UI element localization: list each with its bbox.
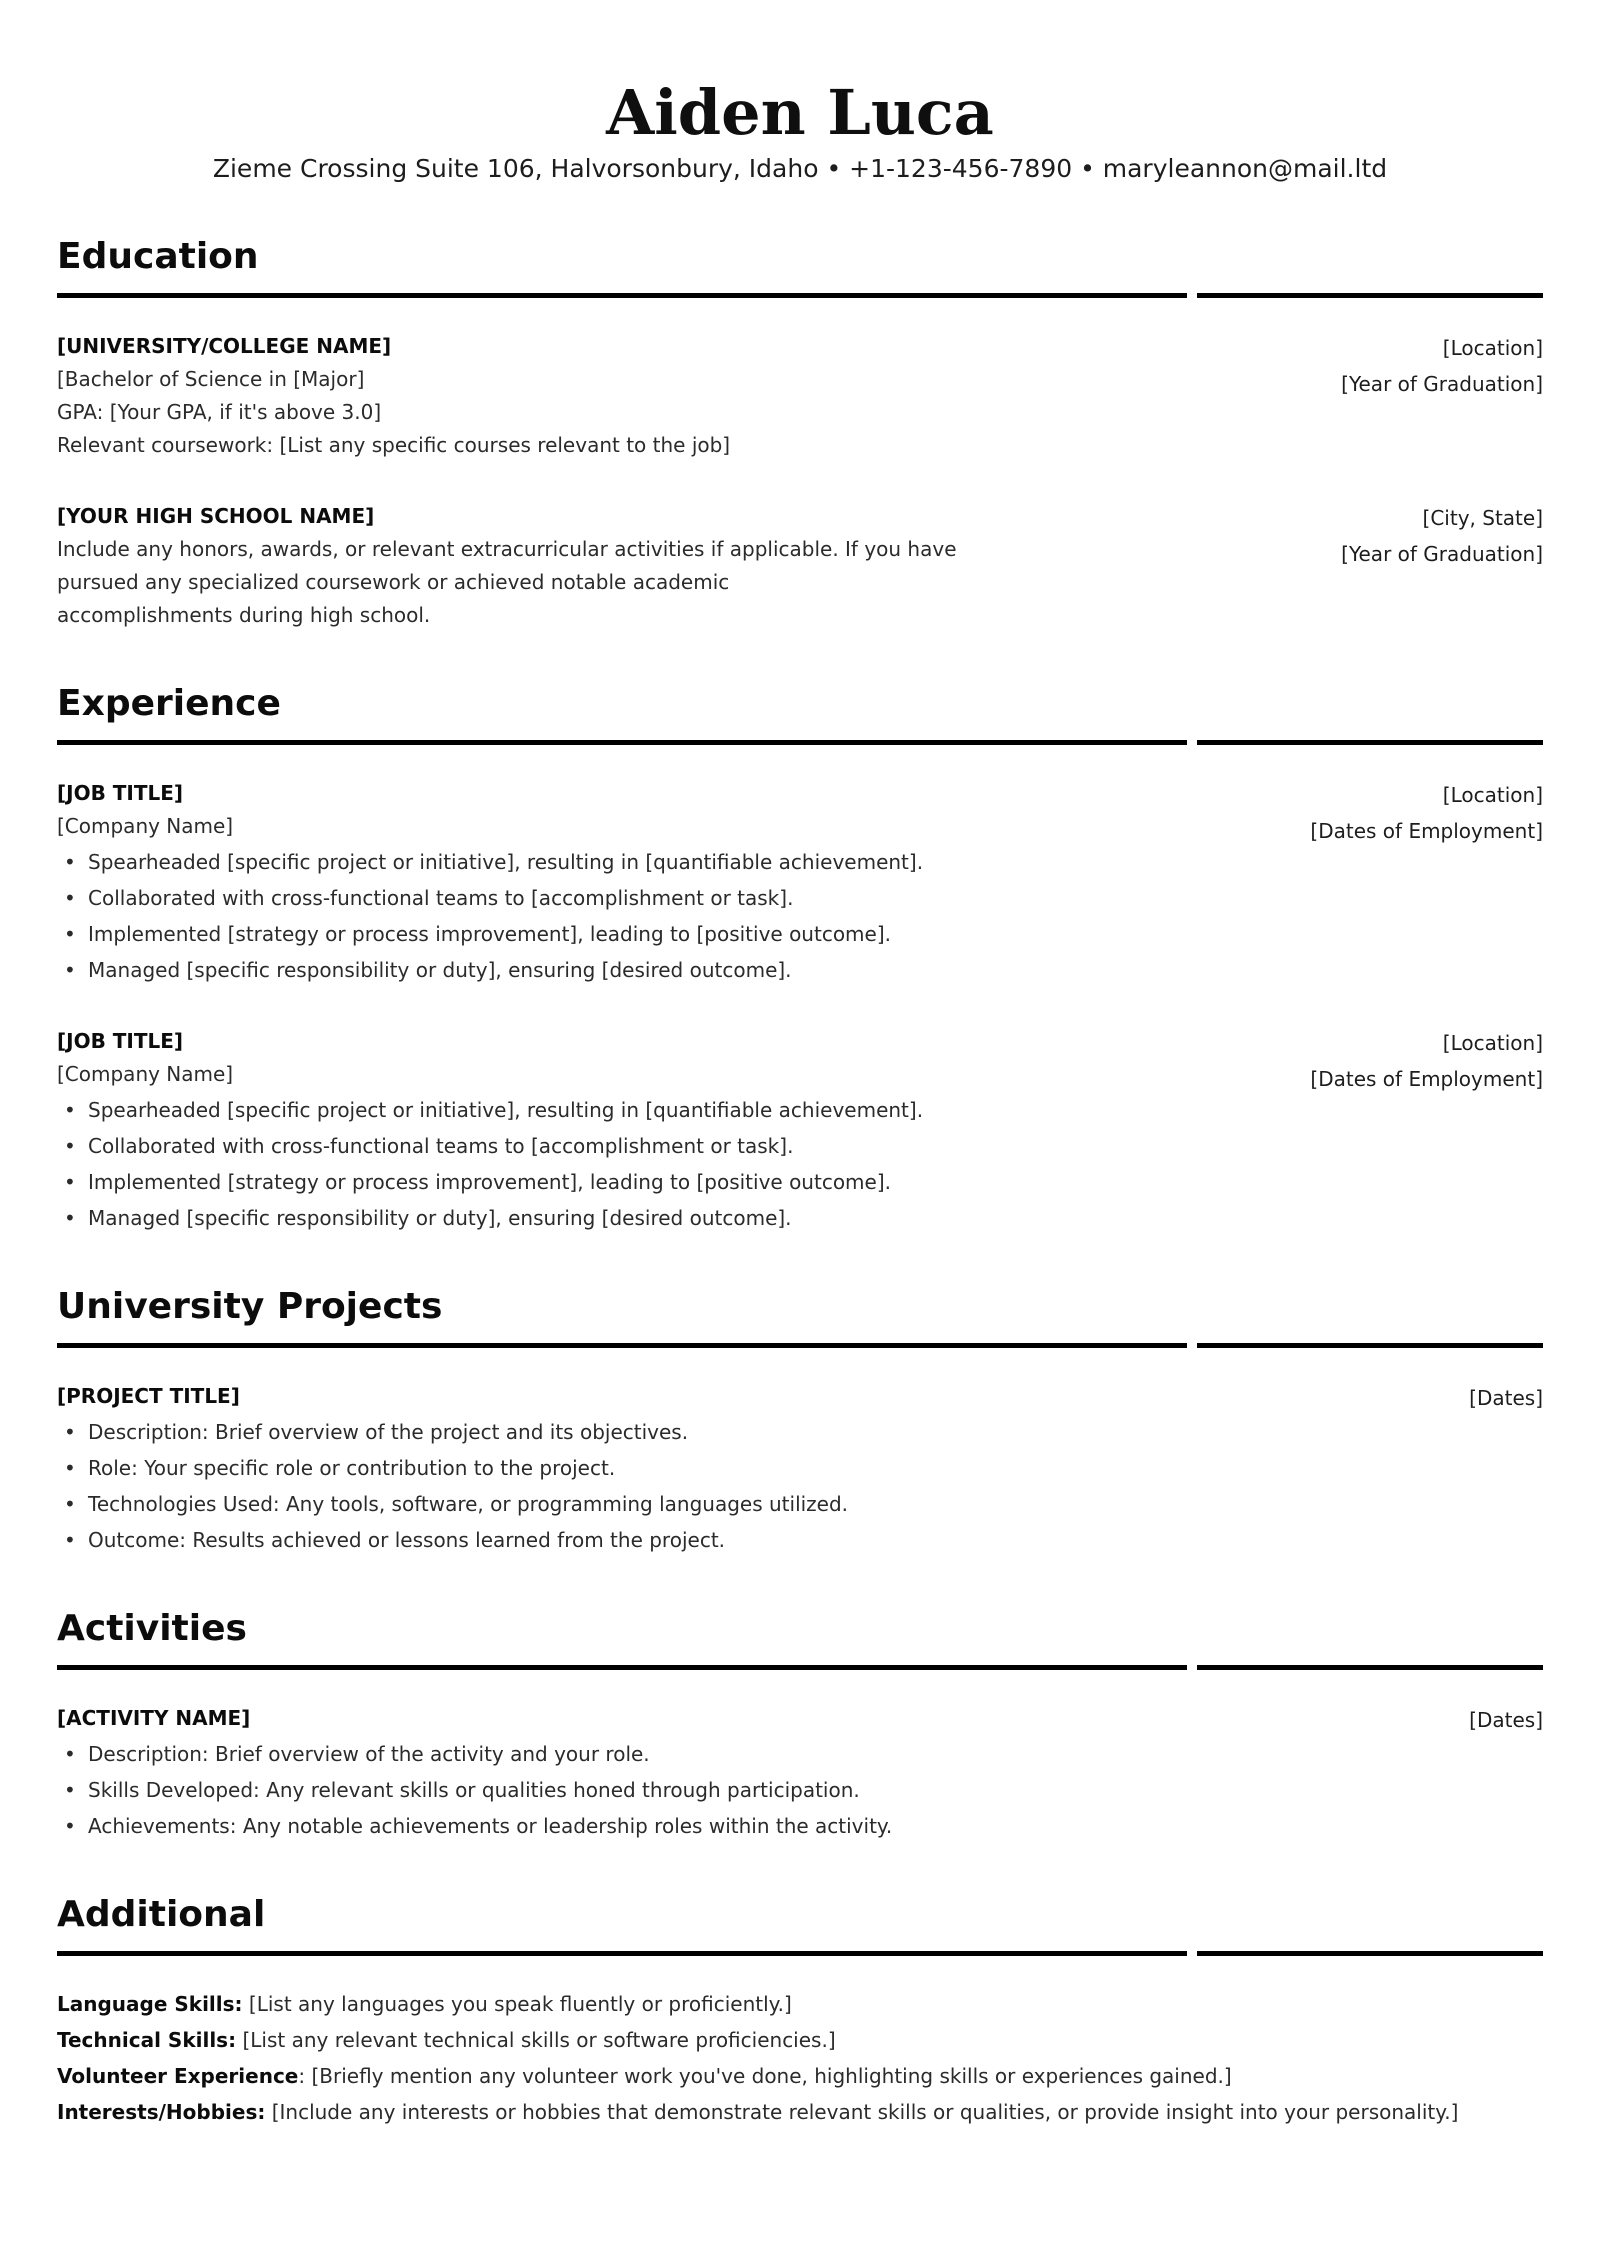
activity-name: [ACTIVITY NAME] xyxy=(57,1706,251,1731)
project-bullet-list xyxy=(57,1416,1187,1557)
activity-bullet-list xyxy=(57,1738,1187,1843)
university-name: [UNIVERSITY/COLLEGE NAME] xyxy=(57,334,392,359)
university-coursework: Relevant coursework: [List any specific courses relevant to the job] xyxy=(57,433,731,458)
project-details xyxy=(57,1380,1187,1557)
bullet-item: • Description: Brief overview of the project and its objectives. xyxy=(57,1416,1187,1449)
section-divider xyxy=(57,1951,1543,1956)
bullet-item: • Implemented [strategy or process improvement], leading to [positive outcome]. xyxy=(57,1166,1187,1199)
bullet-item: • Managed [specific responsibility or duty], ensuring [desired outcome]. xyxy=(57,954,1187,987)
section-heading-activities: Activities xyxy=(57,1608,247,1650)
bullet-item: • Managed [specific responsibility or duty], ensuring [desired outcome]. xyxy=(57,1202,1187,1235)
additional-label: Interests/Hobbies: xyxy=(57,2100,266,2125)
divider-left-segment xyxy=(57,740,1187,745)
divider-right-segment xyxy=(1197,1951,1543,1956)
activity-entry xyxy=(57,1702,1543,1843)
job-dates: [Dates of Employment] xyxy=(1310,819,1543,844)
university-location: [Location] xyxy=(1442,336,1543,361)
section-heading-university-projects: University Projects xyxy=(57,1286,443,1328)
section-divider xyxy=(57,1343,1543,1348)
bullet-item: • Technologies Used: Any tools, software, or programming languages utilized. xyxy=(57,1488,1187,1521)
divider-right-segment xyxy=(1197,1665,1543,1670)
job-bullet-list xyxy=(57,846,1187,987)
additional-label: Language Skills: xyxy=(57,1992,243,2017)
divider-right-segment xyxy=(1197,740,1543,745)
contact-line: Zieme Crossing Suite 106, Halvorsonbury, Idaho • +1-123-456-7890 • maryleannon@mail.ltd xyxy=(212,154,1388,184)
education-university-details xyxy=(57,330,1187,462)
additional-details xyxy=(57,1986,1543,2130)
university-gpa: GPA: [Your GPA, if it's above 3.0] xyxy=(57,400,382,425)
job-location: [Location] xyxy=(1442,1031,1543,1056)
experience-entry-1 xyxy=(57,777,1543,987)
bullet-item: • Role: Your specific role or contribution to the project. xyxy=(57,1452,1187,1485)
additional-line-interests-hobbies xyxy=(57,2094,1543,2130)
bullet-item: • Implemented [strategy or process improvement], leading to [positive outcome]. xyxy=(57,918,1187,951)
bullet-item: • Collaborated with cross-functional teams to [accomplishment or task]. xyxy=(57,1130,1187,1163)
job-meta xyxy=(1199,777,1543,987)
education-university-meta xyxy=(1199,330,1543,462)
high-school-location: [City, State] xyxy=(1422,506,1543,531)
bullet-item: • Spearheaded [specific project or initiative], resulting in [quantifiable achievement]. xyxy=(57,846,1187,879)
divider-left-segment xyxy=(57,1951,1187,1956)
candidate-name: Aiden Luca xyxy=(606,76,994,149)
project-meta xyxy=(1199,1380,1543,1557)
additional-line-volunteer-experience xyxy=(57,2058,1543,2094)
divider-left-segment xyxy=(57,1343,1187,1348)
section-heading-additional: Additional xyxy=(57,1894,266,1936)
education-entry-university xyxy=(57,330,1543,462)
additional-line-language-skills xyxy=(57,1986,1543,2022)
job-title: [JOB TITLE] xyxy=(57,781,184,806)
bullet-item: • Collaborated with cross-functional teams to [accomplishment or task]. xyxy=(57,882,1187,915)
section-divider xyxy=(57,1665,1543,1670)
additional-text: [List any relevant technical skills or software proficiencies.] xyxy=(236,2028,836,2053)
company-name: [Company Name] xyxy=(57,814,234,839)
section-divider xyxy=(57,740,1543,745)
divider-left-segment xyxy=(57,293,1187,298)
job-title: [JOB TITLE] xyxy=(57,1029,184,1054)
high-school-name: [YOUR HIGH SCHOOL NAME] xyxy=(57,504,375,529)
high-school-meta xyxy=(1199,500,1543,632)
additional-label: Technical Skills: xyxy=(57,2028,237,2053)
bullet-item: • Skills Developed: Any relevant skills or qualities honed through participation. xyxy=(57,1774,1187,1807)
high-school-graduation-year: [Year of Graduation] xyxy=(1341,542,1543,567)
bullet-item: • Achievements: Any notable achievements or leadership roles within the activity. xyxy=(57,1810,1187,1843)
activity-details xyxy=(57,1702,1187,1843)
job-details xyxy=(57,1025,1187,1235)
education-entry-high-school xyxy=(57,500,1543,632)
section-divider xyxy=(57,293,1543,298)
job-bullet-list xyxy=(57,1094,1187,1235)
divider-left-segment xyxy=(57,1665,1187,1670)
job-location: [Location] xyxy=(1442,783,1543,808)
activity-dates: [Dates] xyxy=(1469,1708,1543,1733)
divider-right-segment xyxy=(1197,1343,1543,1348)
project-dates: [Dates] xyxy=(1469,1386,1543,1411)
divider-right-segment xyxy=(1197,293,1543,298)
high-school-details xyxy=(57,500,1187,632)
company-name: [Company Name] xyxy=(57,1062,234,1087)
project-title: [PROJECT TITLE] xyxy=(57,1384,240,1409)
job-meta xyxy=(1199,1025,1543,1235)
job-dates: [Dates of Employment] xyxy=(1310,1067,1543,1092)
bullet-item: • Description: Brief overview of the activity and your role. xyxy=(57,1738,1187,1771)
high-school-description-line: Include any honors, awards, or relevant extracurricular activities if applicable. If you have xyxy=(57,537,957,562)
high-school-description-line: accomplishments during high school. xyxy=(57,603,431,628)
experience-entry-2 xyxy=(57,1025,1543,1235)
high-school-description-line: pursued any specialized coursework or achieved notable academic xyxy=(57,570,730,595)
bullet-item: • Outcome: Results achieved or lessons learned from the project. xyxy=(57,1524,1187,1557)
bullet-item: • Spearheaded [specific project or initiative], resulting in [quantifiable achievement]. xyxy=(57,1094,1187,1127)
additional-text: [Include any interests or hobbies that demonstrate relevant skills or qualities, or provide insight into your personality.] xyxy=(265,2100,1459,2125)
section-heading-experience: Experience xyxy=(57,683,281,725)
project-entry xyxy=(57,1380,1543,1557)
activity-meta xyxy=(1199,1702,1543,1843)
section-heading-education: Education xyxy=(57,236,259,278)
additional-text: [List any languages you speak fluently or proficiently.] xyxy=(242,1992,792,2017)
university-degree: [Bachelor of Science in [Major] xyxy=(57,367,365,392)
additional-label: Volunteer Experience xyxy=(57,2064,299,2089)
additional-text: : [Briefly mention any volunteer work you've done, highlighting skills or experiences gained.] xyxy=(298,2064,1232,2089)
job-details xyxy=(57,777,1187,987)
university-graduation-year: [Year of Graduation] xyxy=(1341,372,1543,397)
additional-line-technical-skills xyxy=(57,2022,1543,2058)
